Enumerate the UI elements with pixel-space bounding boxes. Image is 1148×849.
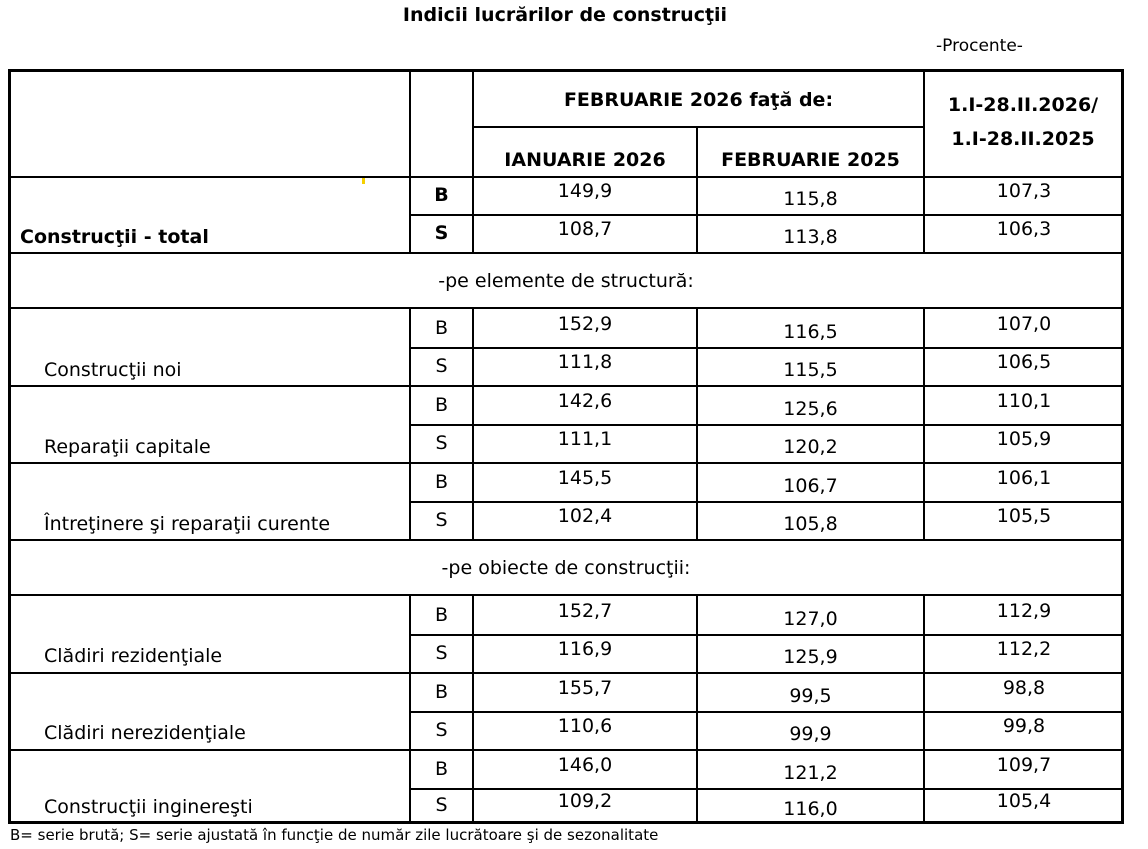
value-feb-2025: 99,9 <box>789 723 832 745</box>
value-feb-2025: 116,0 <box>783 798 838 820</box>
header-col-feb-2025: FEBRUARIE 2025 <box>721 148 900 171</box>
value-jan-2026: 108,7 <box>557 218 613 240</box>
value-feb-2025: 115,8 <box>783 188 838 210</box>
value-jan-2026: 145,5 <box>557 466 613 489</box>
footnote: B= serie brută; S= serie ajustată în funcţie de număr zile lucrătoare şi de sezonalitate <box>10 826 659 844</box>
value-cumulative: 106,3 <box>996 218 1052 240</box>
row-label: Construcţii inginereşti <box>44 796 253 818</box>
series-code-s: S <box>435 794 448 816</box>
value-cumulative: 109,7 <box>996 753 1052 776</box>
value-jan-2026: 152,9 <box>557 313 613 335</box>
value-jan-2026: 155,7 <box>557 676 613 699</box>
series-code-b: B <box>434 184 449 206</box>
value-feb-2025: 105,8 <box>783 513 838 535</box>
value-feb-2025: 99,5 <box>789 684 832 707</box>
series-code-s: S <box>435 509 448 531</box>
value-cumulative: 112,2 <box>996 638 1052 660</box>
header-col-jan-2026: IANUARIE 2026 <box>504 148 666 171</box>
table-title: Indicii lucrărilor de construcţii <box>402 4 728 26</box>
section-header-structure: -pe elemente de structură: <box>438 269 694 292</box>
row-label: Reparaţii capitale <box>44 436 211 458</box>
value-feb-2025: 120,2 <box>783 436 838 458</box>
row-label: Clădiri nerezidenţiale <box>44 722 246 744</box>
value-feb-2025: 116,5 <box>783 321 838 343</box>
value-cumulative: 98,8 <box>1002 676 1046 699</box>
value-cumulative: 105,9 <box>996 428 1052 450</box>
series-code-s: S <box>435 719 448 741</box>
value-jan-2026: 146,0 <box>557 753 613 776</box>
header-col-cumulative-line2: 1.I-28.II.2025 <box>951 128 1095 150</box>
series-code-b: B <box>434 393 449 416</box>
series-code-b: B <box>434 757 449 780</box>
header-group: FEBRUARIE 2026 faţă de: <box>563 88 834 111</box>
header-col-cumulative-line1: 1.I-28.II.2026/ <box>947 94 1099 116</box>
value-cumulative: 106,5 <box>996 351 1052 373</box>
value-jan-2026: 152,7 <box>557 599 613 622</box>
value-feb-2025: 125,9 <box>783 646 838 668</box>
value-feb-2025: 121,2 <box>783 761 838 784</box>
value-feb-2025: 115,5 <box>783 359 838 381</box>
section-header-objects: -pe obiecte de construcţii: <box>441 556 691 579</box>
series-code-b: B <box>434 603 449 626</box>
series-code-s: S <box>435 355 448 377</box>
value-feb-2025: 106,7 <box>783 474 838 497</box>
value-cumulative: 105,5 <box>996 505 1052 527</box>
value-jan-2026: 102,4 <box>557 505 613 527</box>
value-cumulative: 107,0 <box>996 313 1052 335</box>
value-jan-2026: 116,9 <box>557 638 613 660</box>
value-cumulative: 112,9 <box>996 599 1052 622</box>
value-jan-2026: 111,8 <box>557 351 613 373</box>
row-label: Clădiri rezidenţiale <box>44 645 223 667</box>
row-label: Întreţinere şi reparaţii curente <box>44 513 331 535</box>
value-cumulative: 107,3 <box>996 180 1052 202</box>
value-cumulative: 110,1 <box>996 389 1052 412</box>
row-label: Construcţii - total <box>20 226 209 248</box>
series-code-b: B <box>434 317 449 339</box>
value-feb-2025: 125,6 <box>783 397 838 420</box>
series-code-b: B <box>434 680 449 703</box>
value-jan-2026: 142,6 <box>557 389 613 412</box>
unit-label: -Procente- <box>936 36 1023 56</box>
series-code-s: S <box>435 432 448 454</box>
value-jan-2026: 110,6 <box>557 715 613 737</box>
value-cumulative: 105,4 <box>996 790 1052 812</box>
value-jan-2026: 149,9 <box>557 180 613 202</box>
series-code-b: B <box>434 470 449 493</box>
value-cumulative: 106,1 <box>996 466 1052 489</box>
value-cumulative: 99,8 <box>1002 715 1046 737</box>
series-code-s: S <box>434 222 449 244</box>
value-jan-2026: 109,2 <box>557 790 613 812</box>
value-jan-2026: 111,1 <box>557 428 613 450</box>
value-feb-2025: 113,8 <box>783 226 838 248</box>
row-label: Construcţii noi <box>44 359 182 381</box>
value-feb-2025: 127,0 <box>783 607 838 630</box>
series-code-s: S <box>435 642 448 664</box>
